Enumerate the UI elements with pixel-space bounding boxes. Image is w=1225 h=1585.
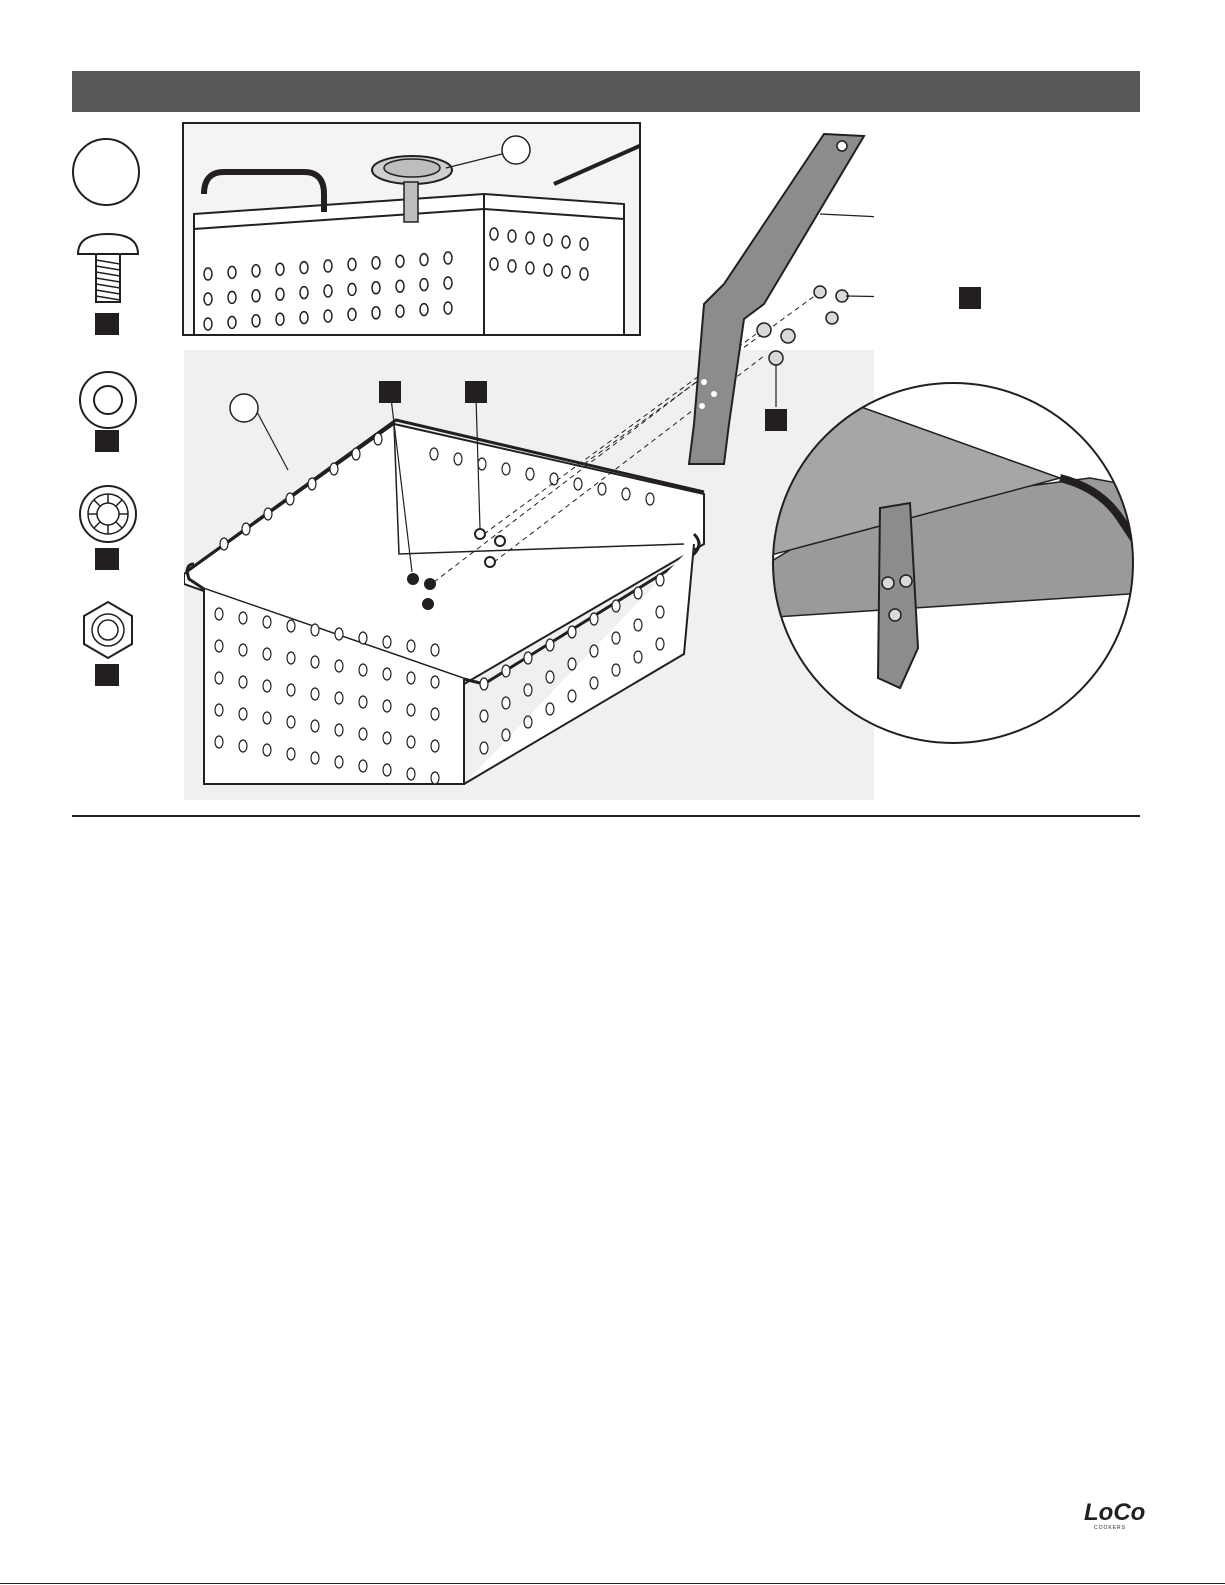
perforation-hole (220, 538, 228, 550)
perforation-hole (359, 632, 367, 644)
perforation-hole (311, 688, 319, 700)
perforation-hole (239, 612, 247, 624)
part-tag-flat-washer (95, 430, 119, 452)
lock-washer-icon (70, 484, 146, 548)
perforation-hole (568, 690, 576, 702)
perforation-hole (526, 468, 534, 480)
perforation-hole (311, 752, 319, 764)
perforation-hole (590, 613, 598, 625)
perforation-hole (454, 453, 462, 465)
perforation-hole (264, 508, 272, 520)
perforation-hole (502, 665, 510, 677)
perforation-hole (546, 671, 554, 683)
perforation-hole (431, 740, 439, 752)
perforation-hole (287, 716, 295, 728)
perforation-hole (598, 483, 606, 495)
perforation-hole (335, 692, 343, 704)
perforation-hole (524, 652, 532, 664)
screw-icon (70, 226, 146, 306)
perforation-hole (287, 620, 295, 632)
perforation-hole (311, 656, 319, 668)
perforation-hole (407, 704, 415, 716)
perforation-hole (287, 652, 295, 664)
perforation-hole (656, 574, 664, 586)
perforation-hole (546, 639, 554, 651)
section-divider (72, 815, 1140, 817)
perforation-hole (656, 606, 664, 618)
perforation-hole (335, 756, 343, 768)
perforation-hole (335, 660, 343, 672)
flat-washer-icon (70, 370, 146, 434)
perforation-hole (502, 697, 510, 709)
perforation-hole (311, 720, 319, 732)
perforation-hole (239, 644, 247, 656)
part-tag-hex-nut (95, 664, 119, 686)
perforation-hole (407, 640, 415, 652)
hardware-parts-column (70, 138, 146, 698)
perforation-hole (263, 648, 271, 660)
perforation-hole (480, 710, 488, 722)
perforation-hole (590, 645, 598, 657)
section-header-bar (72, 71, 1140, 112)
blank-circle-icon (72, 138, 140, 206)
part-tag-lock-washer (95, 548, 119, 570)
hex-nut-icon (70, 600, 146, 664)
perforation-hole (612, 632, 620, 644)
perforation-hole (574, 478, 582, 490)
perforation-hole (524, 684, 532, 696)
perforation-hole (242, 523, 250, 535)
perforation-hole (286, 493, 294, 505)
perforation-hole (622, 488, 630, 500)
perforation-hole (502, 729, 510, 741)
perforation-hole (352, 448, 360, 460)
perforation-hole (431, 676, 439, 688)
brand-logo-text: LoCo (1084, 1499, 1146, 1526)
perforation-hole (502, 463, 510, 475)
perforation-hole (374, 433, 382, 445)
perforation-hole (359, 664, 367, 676)
perforation-hole (287, 684, 295, 696)
perforation-hole (407, 768, 415, 780)
perforation-hole (383, 732, 391, 744)
perforation-hole (330, 463, 338, 475)
installed-handle-detail (760, 378, 1145, 748)
perforation-hole (215, 672, 223, 684)
perforation-hole (612, 600, 620, 612)
callout-tag-screw (379, 381, 401, 403)
perforation-hole (478, 458, 486, 470)
perforation-hole (383, 764, 391, 776)
callout-tag-hex-nut (959, 287, 981, 309)
perforation-hole (524, 716, 532, 728)
perforation-hole (656, 638, 664, 650)
page-bottom-rule (0, 1583, 1225, 1584)
perforation-hole (646, 493, 654, 505)
perforation-hole (263, 712, 271, 724)
callout-tag-flat-washer (465, 381, 487, 403)
perforation-hole (311, 624, 319, 636)
perforation-hole (263, 680, 271, 692)
perforation-hole (634, 619, 642, 631)
perforation-hole (359, 760, 367, 772)
perforation-hole (215, 736, 223, 748)
perforation-hole (383, 668, 391, 680)
perforation-hole (215, 608, 223, 620)
perforation-hole (431, 644, 439, 656)
brand-logo-subtext: COOKERS (1094, 1525, 1127, 1531)
perforation-hole (239, 708, 247, 720)
perforation-hole (308, 478, 316, 490)
perforation-hole (383, 700, 391, 712)
perforation-hole (550, 473, 558, 485)
perforation-hole (612, 664, 620, 676)
perforation-hole (287, 748, 295, 760)
perforation-hole (590, 677, 598, 689)
perforation-hole (239, 676, 247, 688)
perforation-hole (383, 636, 391, 648)
perforation-hole (407, 736, 415, 748)
perforation-hole (359, 728, 367, 740)
brand-logo (1080, 1496, 1146, 1532)
perforation-hole (568, 658, 576, 670)
perforation-hole (335, 628, 343, 640)
perforation-hole (239, 740, 247, 752)
perforation-hole (407, 672, 415, 684)
perforation-hole (215, 640, 223, 652)
perforation-hole (431, 708, 439, 720)
perforation-hole (546, 703, 554, 715)
perforation-hole (634, 651, 642, 663)
perforation-hole (430, 448, 438, 460)
perforation-hole (359, 696, 367, 708)
perforation-hole (568, 626, 576, 638)
perforation-hole (263, 744, 271, 756)
perforation-hole (480, 742, 488, 754)
perforation-hole (431, 772, 439, 784)
perforation-hole (634, 587, 642, 599)
perforation-hole (480, 678, 488, 690)
perforation-hole (263, 616, 271, 628)
part-tag-screw (95, 313, 119, 335)
perforation-hole (215, 704, 223, 716)
perforation-hole (335, 724, 343, 736)
